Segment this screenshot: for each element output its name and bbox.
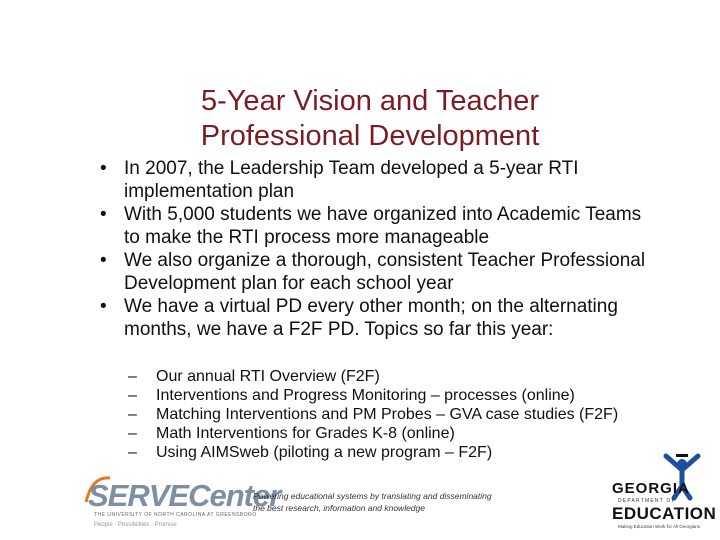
sub-bullet-item <box>128 405 668 424</box>
sub-bullet-text: Interventions and Progress Monitoring – processes (online) <box>156 387 575 404</box>
title-line-1: 5-Year Vision and Teacher <box>200 85 540 117</box>
sub-bullet-text: Matching Interventions and PM Probes – GVA case studies (F2F) <box>156 406 619 423</box>
sub-bullet-marker: – <box>128 425 137 442</box>
sub-bullet-marker: – <box>128 444 137 461</box>
bullet-marker: • <box>100 250 107 271</box>
sub-bullet-item <box>128 443 668 462</box>
georgia-doe-logo <box>606 452 717 532</box>
serve-logo-text: SERVECenter <box>88 478 281 513</box>
sub-bullet-item <box>128 424 668 443</box>
bullet-item <box>100 295 660 341</box>
sub-bullet-item <box>128 386 668 405</box>
bullet-marker: • <box>100 204 107 225</box>
bullet-list <box>100 157 660 341</box>
sub-bullet-text: Using AIMSweb (piloting a new program – F2F) <box>156 444 493 461</box>
georgia-slogan: Making Education Work for All Georgians <box>618 524 700 529</box>
title-line-2: Professional Development <box>200 120 540 152</box>
slide-title <box>150 84 590 154</box>
bullet-item <box>100 249 660 295</box>
sub-bullet-text: Our annual RTI Overview (F2F) <box>156 368 380 385</box>
sub-bullet-item <box>128 367 668 386</box>
footer-tagline <box>253 490 543 514</box>
serve-center-logo <box>88 478 281 528</box>
bullet-item <box>100 157 660 203</box>
serve-logo-subtitle: THE UNIVERSITY OF NORTH CAROLINA AT GREENSBORO <box>94 512 257 518</box>
tagline-line-2: the best research, information and knowledge <box>253 503 425 513</box>
sub-bullet-marker: – <box>128 387 137 404</box>
education-text: EDUCATION <box>612 504 717 523</box>
sub-bullet-text: Math Interventions for Grades K-8 (online) <box>156 425 455 442</box>
bullet-item <box>100 203 660 249</box>
department-of-text: DEPARTMENT OF <box>618 498 676 504</box>
bullet-marker: • <box>100 158 107 179</box>
bullet-text: We also organize a thorough, consistent Teacher Professional Development plan for each school year <box>124 250 646 294</box>
sub-bullet-marker: – <box>128 368 137 385</box>
bullet-text: We have a virtual PD every other month; on the alternating months, we have a F2F PD. Topics so far this year: <box>124 296 618 340</box>
sub-bullet-marker: – <box>128 406 137 423</box>
tagline-line-1: Powering educational systems by translating and disseminating <box>253 491 492 501</box>
georgia-text: GEORGIA <box>612 480 690 497</box>
bullet-text: In 2007, the Leadership Team developed a 5-year RTI implementation plan <box>124 158 579 202</box>
bullet-marker: • <box>100 296 107 317</box>
serve-logo-tagline: People · Possibilities · Promise <box>94 522 177 528</box>
sub-bullet-list <box>128 367 668 462</box>
bullet-text: With 5,000 students we have organized into Academic Teams to make the RTI process more manageable <box>124 204 642 248</box>
